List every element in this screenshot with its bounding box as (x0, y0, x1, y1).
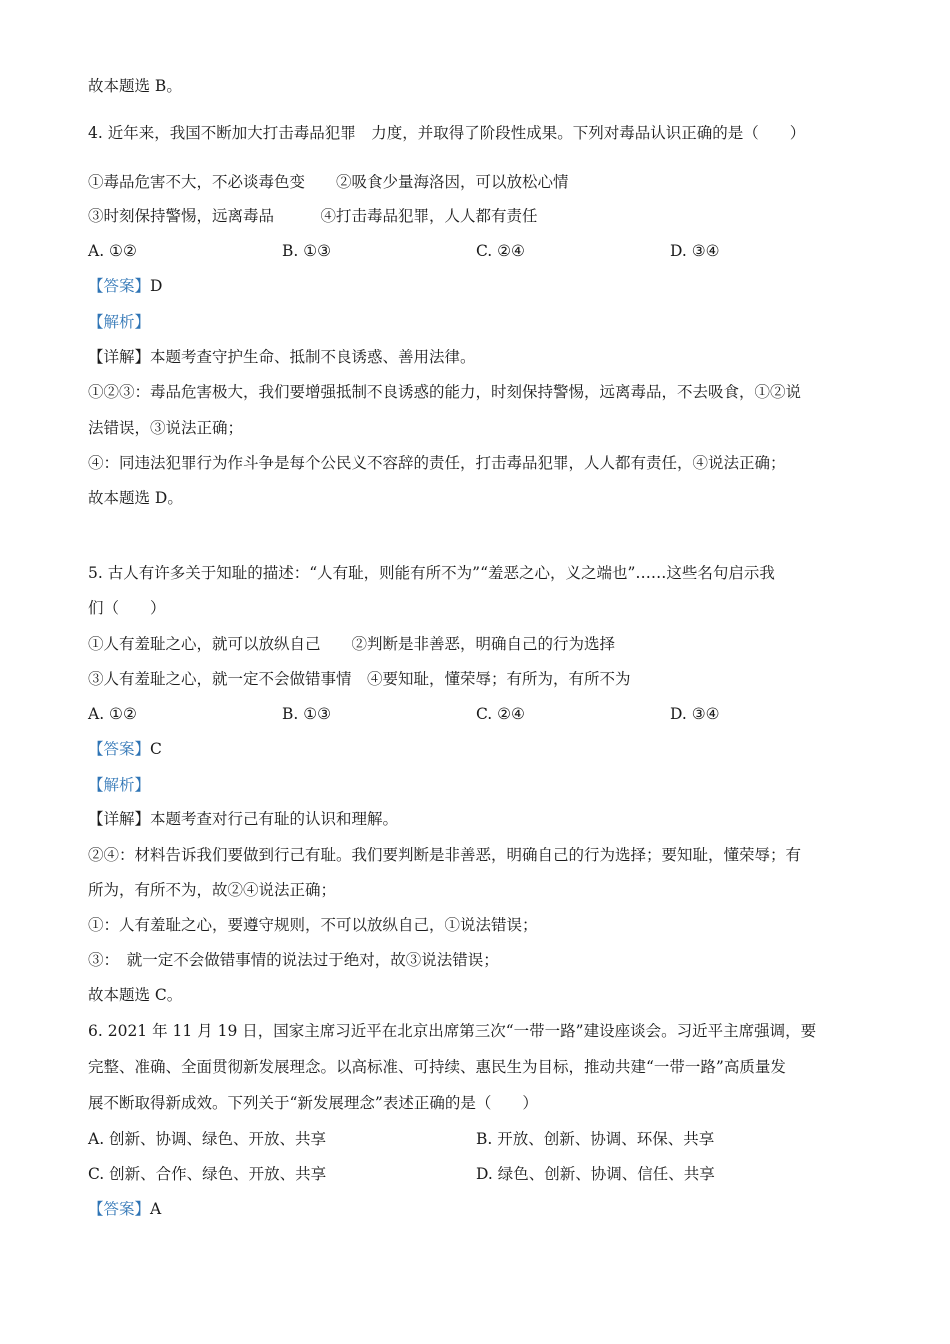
q5-statement-3-4: ③人有羞耻之心，就一定不会做错事情 ④要知耻，懂荣辱；有所为，有所不为 (88, 670, 631, 688)
q6-stem-2: 完整、准确、全面贯彻新发展理念。以高标准、可持续、惠民生为目标，推动共建“一带一路”高质量发 (88, 1058, 786, 1076)
q5-statement-1-2: ①人有羞耻之心，就可以放纵自己 ②判断是非善恶，明确自己的行为选择 (88, 635, 616, 653)
q4-answer: D (150, 277, 163, 295)
q5-detail-3: ①：人有羞耻之心，要遵守规则，不可以放纵自己，①说法错误； (88, 916, 538, 934)
q5-answer: C (150, 740, 162, 758)
q6-stem-1: 6. 2021 年 11 月 19 日，国家主席习近平在北京出席第三次“一带一路”建设座谈会。习近平主席强调，要 (88, 1022, 817, 1040)
q6-answer: A (150, 1200, 162, 1218)
q4-option-b: B. ①③ (282, 242, 332, 260)
q5-stem-2: 们（ ） (88, 599, 166, 617)
q4-detail-title: 本题考查守护生命、抵制不良诱惑、善用法律。 (150, 348, 476, 366)
q4-statement-3-4: ③时刻保持警惕，远离毒品 ④打击毒品犯罪，人人都有责任 (88, 207, 538, 225)
q5-option-b: B. ①③ (282, 705, 332, 723)
q4-analysis-row (88, 311, 150, 333)
analysis-tag: 【解析】 (88, 313, 151, 331)
q6-option-c: C. 创新、合作、绿色、开放、共享 (88, 1165, 327, 1183)
q6-option-b: B. 开放、创新、协调、环保、共享 (476, 1130, 715, 1148)
q4-detail-3: ④：同违法犯罪行为作斗争是每个公民义不容辞的责任，打击毒品犯罪，人人都有责任，④说法正确； (88, 454, 786, 472)
q4-stem: 4. 近年来，我国不断加大打击毒品犯罪 力度，并取得了阶段性成果。下列对毒品认识正确的是（ ） (88, 124, 806, 142)
answer-tag: 【答案】 (88, 277, 151, 295)
q5-answer-row (88, 738, 162, 760)
q4-detail-2: 法错误，③说法正确； (88, 419, 244, 437)
q5-detail-1: ②④：材料告诉我们要做到行己有耻。我们要判断是非善恶，明确自己的行为选择；要知耻，懂荣辱；有 (88, 846, 802, 864)
detail-tag: 【详解】 (88, 810, 151, 828)
q5-conclusion: 故本题选 C。 (88, 986, 183, 1004)
q6-option-a: A. 创新、协调、绿色、开放、共享 (88, 1130, 327, 1148)
answer-tag: 【答案】 (88, 1200, 151, 1218)
q4-conclusion: 故本题选 D。 (88, 489, 183, 507)
q6-answer-row (88, 1198, 161, 1220)
q5-detail-title: 本题考查对行己有耻的认识和理解。 (150, 810, 399, 828)
q4-option-d: D. ③④ (670, 242, 720, 260)
q4-option-a: A. ①② (88, 242, 137, 260)
q4-answer-row (88, 275, 162, 297)
q5-option-a: A. ①② (88, 705, 137, 723)
q5-stem-1: 5. 古人有许多关于知耻的描述：“人有耻，则能有所不为”“羞恶之心，义之端也”……这些名句启示我 (88, 564, 775, 582)
q6-stem-3: 展不断取得新成效。下列关于“新发展理念”表述正确的是（ ） (88, 1094, 538, 1112)
q3-conclusion: 故本题选 B。 (88, 77, 182, 95)
q6-option-d: D. 绿色、创新、协调、信任、共享 (476, 1165, 715, 1183)
q4-option-c: C. ②④ (476, 242, 525, 260)
answer-tag: 【答案】 (88, 740, 151, 758)
q4-detail-1: ①②③：毒品危害极大，我们要增强抵制不良诱惑的能力，时刻保持警惕，远离毒品，不去吸食，①②说 (88, 383, 802, 401)
q5-option-c: C. ②④ (476, 705, 525, 723)
q5-analysis-row (88, 774, 150, 796)
q4-statement-1-2: ①毒品危害不大，不必谈毒色变 ②吸食少量海洛因，可以放松心情 (88, 173, 569, 191)
q5-detail-2: 所为，有所不为，故②④说法正确； (88, 881, 337, 899)
q5-option-d: D. ③④ (670, 705, 720, 723)
detail-tag: 【详解】 (88, 348, 151, 366)
analysis-tag: 【解析】 (88, 776, 151, 794)
q5-detail-row (88, 808, 398, 830)
q4-detail-row (88, 346, 476, 368)
q5-detail-4: ③： 就一定不会做错事情的说法过于绝对，故③说法错误； (88, 951, 499, 969)
